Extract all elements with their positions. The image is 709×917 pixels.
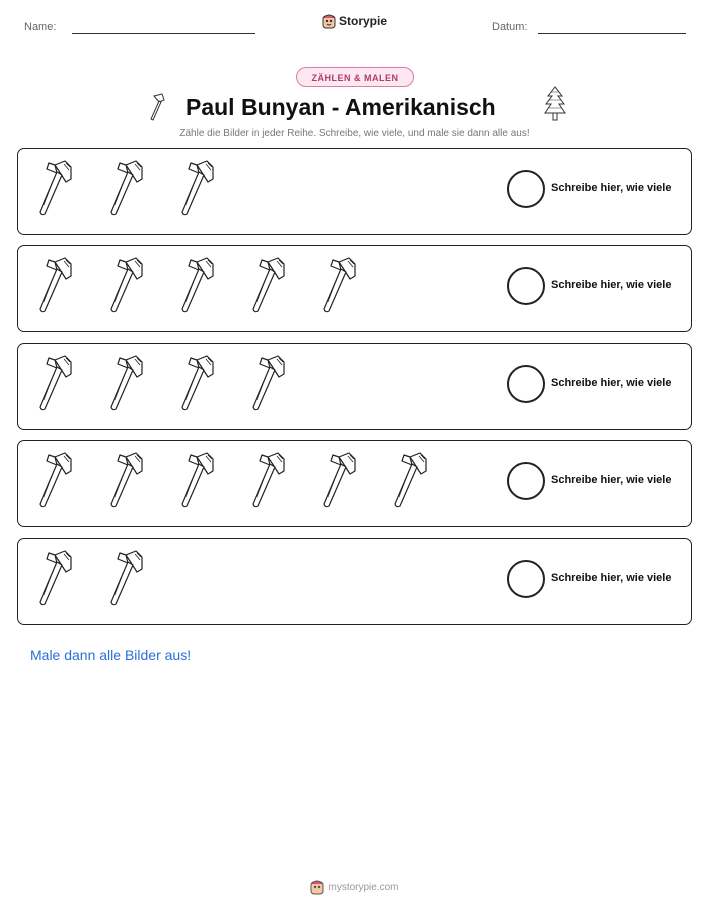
answer-circle[interactable] [507,267,545,305]
answer-circle[interactable] [507,462,545,500]
axe-icon[interactable] [106,449,148,511]
footer-url[interactable]: mystorypie.com [328,881,399,893]
counting-row [17,538,692,625]
storypie-mascot-icon [322,13,336,29]
axe-icon[interactable] [106,547,148,609]
axe-icon[interactable] [106,352,148,414]
counting-row [17,245,692,332]
axe-icon[interactable] [319,254,361,316]
category-badge: ZÄHLEN & MALEN [296,67,414,87]
axe-icon[interactable] [177,352,219,414]
axe-icon[interactable] [106,254,148,316]
axe-icon[interactable] [248,449,290,511]
page-footer [0,879,709,895]
answer-label: Schreibe hier, wie viele [551,572,672,584]
axe-icon[interactable] [35,352,77,414]
name-label: Name: [24,21,57,33]
color-instruction: Male dann alle Bilder aus! [30,647,192,663]
axe-icon[interactable] [106,157,148,219]
date-label: Datum: [492,21,528,33]
answer-label: Schreibe hier, wie viele [551,279,672,291]
answer-label: Schreibe hier, wie viele [551,474,672,486]
answer-circle[interactable] [507,560,545,598]
axe-icon[interactable] [319,449,361,511]
counting-row [17,440,692,527]
pine-tree-icon [543,86,567,122]
brand-name: Storypie [339,14,388,28]
instructions: Zähle die Bilder in jeder Reihe. Schreibe, wie viele, und male sie dann alle aus! [179,128,530,139]
axe-icon[interactable] [248,254,290,316]
date-line[interactable] [538,33,686,34]
answer-label: Schreibe hier, wie viele [551,182,672,194]
axe-icon[interactable] [35,449,77,511]
axe-icon[interactable] [177,157,219,219]
axe-icon[interactable] [35,254,77,316]
title-row [0,90,709,126]
axe-icon[interactable] [177,449,219,511]
axe-icon[interactable] [35,547,77,609]
page-header [0,0,709,50]
axe-icon[interactable] [177,254,219,316]
brand-logo [322,13,387,29]
name-line[interactable] [72,33,255,34]
small-axe-icon [146,92,170,122]
storypie-mascot-icon [310,879,324,895]
page-title: Paul Bunyan - Amerikanisch [186,94,496,120]
axe-icon[interactable] [390,449,432,511]
answer-label: Schreibe hier, wie viele [551,377,672,389]
answer-circle[interactable] [507,170,545,208]
counting-row [17,148,692,235]
axe-icon[interactable] [248,352,290,414]
answer-circle[interactable] [507,365,545,403]
counting-row [17,343,692,430]
axe-icon[interactable] [35,157,77,219]
